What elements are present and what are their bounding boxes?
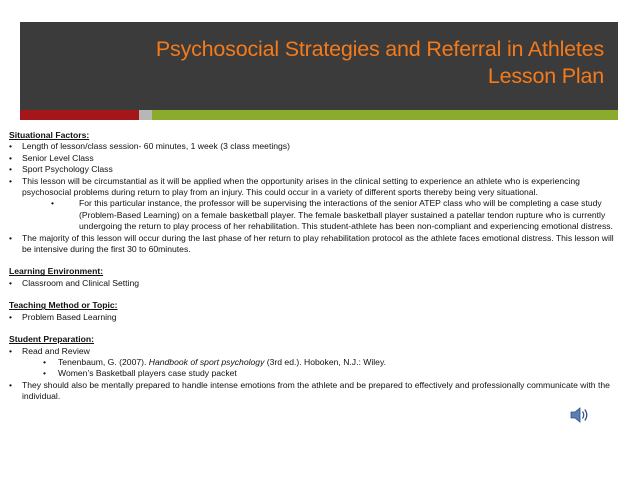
slide-title-line-2: Lesson Plan <box>487 64 604 88</box>
bullet-glyph: • <box>9 345 13 356</box>
list-item <box>9 233 621 256</box>
accent-bar-green <box>152 110 618 120</box>
bullet-glyph: • <box>43 368 47 379</box>
list-item <box>9 346 621 357</box>
reference-title: Handbook of sport psychology <box>148 356 265 367</box>
sub-list-item <box>9 357 621 368</box>
bullet-glyph: • <box>9 175 13 186</box>
sub-list-item <box>9 198 621 232</box>
list-item-text: Length of lesson/class session- 60 minutes, 1 week (3 class meetings) <box>22 141 290 152</box>
reference-details: (3rd ed.). Hoboken, N.J.: Wiley. <box>264 356 387 367</box>
list-item <box>9 164 621 175</box>
bullet-glyph: • <box>9 164 13 175</box>
list-item-text: Sport Psychology Class <box>22 164 113 175</box>
bullet-glyph: • <box>9 141 13 152</box>
sub-list-item-text: For this particular instance, the professor will be supervising the interactions of the senior ATEP class who will be completing a case study (Problem-Based Learning) on a female basketball player. The female basketball player sustained a patellar tendon rupture who is currently undergoing the return to play process of her rehabilitation. This student-athlete has been non-compliant and experiencing emotional distress. <box>79 198 613 232</box>
list-item <box>9 176 621 199</box>
list-item-text: The majority of this lesson will occur during the last phase of her return to play rehabilitation protocol as the athlete faces emotional distress. This lesson will be intensive during the first 30 to 60minutes. <box>22 232 614 255</box>
list-item-text: They should also be mentally prepared to handle intense emotions from the athlete and be prepared to effectively and professionally communicate with the individual. <box>22 379 610 402</box>
slide-title <box>156 36 604 90</box>
reference-author: Tenenbaum, G. (2007). <box>58 356 149 367</box>
list-item-text: This lesson will be circumstantial as it will be applied when the opportunity arises in the clinical setting to experience an athlete who is experiencing psychosocial problems during return to play from an injury. This could occur in a variety of different sports thereby being very situational. <box>22 175 580 198</box>
slide-title-line-1: Psychosocial Strategies and Referral in Athletes <box>155 37 604 61</box>
learning-environment-heading: Learning Environment: <box>9 266 104 277</box>
bullet-glyph: • <box>51 198 55 209</box>
list-item-text: Classroom and Clinical Setting <box>22 277 140 288</box>
sub-list-item <box>9 368 621 379</box>
bullet-glyph: • <box>43 356 47 367</box>
list-item <box>9 141 621 152</box>
list-item <box>9 278 621 289</box>
accent-bar-gray <box>139 110 152 120</box>
list-item-text: Problem Based Learning <box>22 311 117 322</box>
accent-bar-red <box>20 110 139 120</box>
bullet-glyph: • <box>9 277 13 288</box>
bullet-glyph: • <box>9 232 13 243</box>
title-banner <box>20 22 618 110</box>
list-item <box>9 153 621 164</box>
teaching-method-heading: Teaching Method or Topic: <box>9 300 118 311</box>
lesson-plan-body <box>9 130 621 403</box>
bullet-glyph: • <box>9 152 13 163</box>
list-item <box>9 380 621 403</box>
bullet-glyph: • <box>9 379 13 390</box>
bullet-glyph: • <box>9 311 13 322</box>
speaker-icon[interactable] <box>569 405 591 425</box>
list-item-text: Senior Level Class <box>22 152 94 163</box>
student-preparation-heading: Student Preparation: <box>9 334 94 345</box>
situational-factors-heading: Situational Factors: <box>9 130 90 140</box>
sub-list-item-text: Women’s Basketball players case study packet <box>58 368 237 379</box>
list-item <box>9 312 621 323</box>
list-item-text: Read and Review <box>22 345 90 356</box>
